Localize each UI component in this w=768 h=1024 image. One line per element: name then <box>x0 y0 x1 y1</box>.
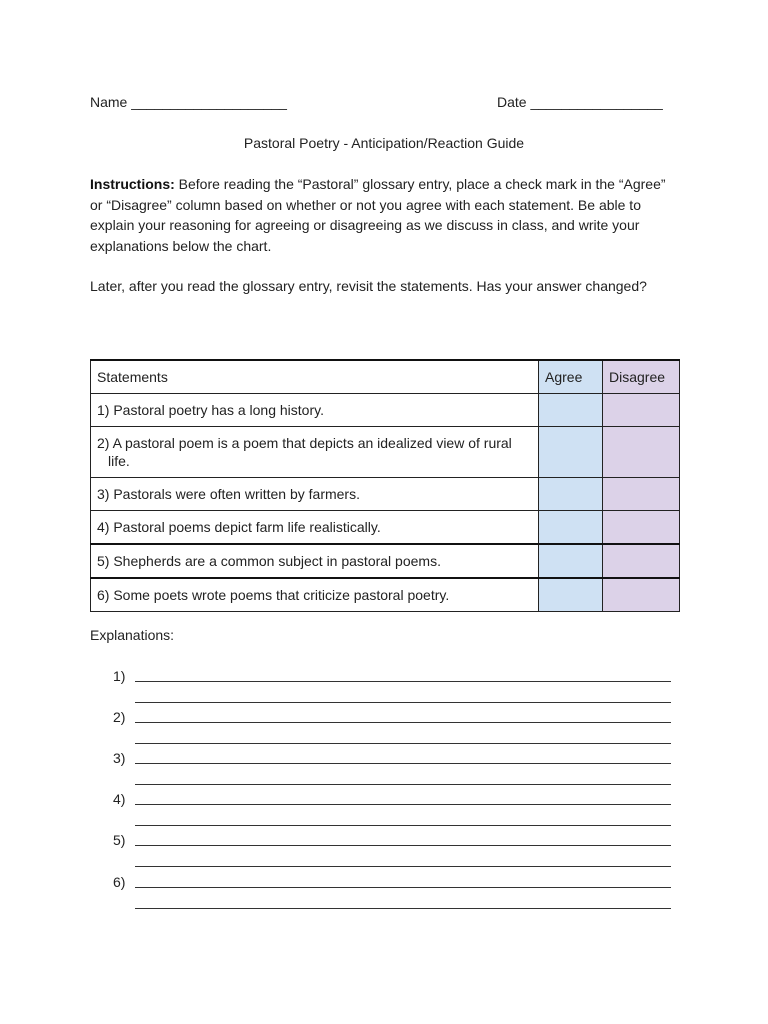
table-row <box>91 394 680 427</box>
disagree-checkbox-cell[interactable] <box>603 394 680 427</box>
statement-cell: 4) Pastoral poems depict farm life realistically. <box>91 511 539 545</box>
explanation-line[interactable] <box>135 866 671 867</box>
explanation-line[interactable] <box>135 908 671 909</box>
explanation-line[interactable] <box>135 784 671 785</box>
statement-text: 2) A pastoral poem is a poem that depicts an idealized view of rural life. <box>97 435 512 469</box>
explanation-number: 1) <box>113 668 126 684</box>
instructions-text: Before reading the “Pastoral” glossary entry, place a check mark in the “Agree” or “Disagree” column based on whether or not you agree with each statement. Be able to explain your reasoning for agreeing or disagreeing as we discuss in class, and write your explanations below the chart. <box>90 176 666 254</box>
explanation-line[interactable] <box>135 804 671 805</box>
statement-cell: 6) Some poets wrote poems that criticize pastoral poetry. <box>91 578 539 612</box>
page-title: Pastoral Poetry - Anticipation/Reaction Guide <box>243 135 525 151</box>
table-row <box>91 511 680 545</box>
explanation-line[interactable] <box>135 763 671 764</box>
agree-checkbox-cell[interactable] <box>539 394 603 427</box>
agree-checkbox-cell[interactable] <box>539 427 603 478</box>
explanation-number: 4) <box>113 791 126 807</box>
table-row <box>91 427 680 478</box>
explanation-number: 6) <box>113 874 126 890</box>
explanation-line[interactable] <box>135 845 671 846</box>
agree-checkbox-cell[interactable] <box>539 511 603 545</box>
header-statements: Statements <box>91 360 539 394</box>
disagree-checkbox-cell[interactable] <box>603 578 680 612</box>
statement-cell: 3) Pastorals were often written by farmers. <box>91 478 539 511</box>
agree-checkbox-cell[interactable] <box>539 578 603 612</box>
explanation-line[interactable] <box>135 887 671 888</box>
explanation-line[interactable] <box>135 681 671 682</box>
explanation-number: 5) <box>113 832 126 848</box>
explanation-number: 3) <box>113 750 126 766</box>
table-row <box>91 578 680 612</box>
disagree-checkbox-cell[interactable] <box>603 478 680 511</box>
later-paragraph: Later, after you read the glossary entry, revisit the statements. Has your answer changed? <box>90 278 647 294</box>
agree-checkbox-cell[interactable] <box>539 544 603 578</box>
instructions-heading: Instructions: <box>90 176 175 192</box>
table-header-row <box>91 360 680 394</box>
disagree-checkbox-cell[interactable] <box>603 544 680 578</box>
explanations-heading: Explanations: <box>90 627 175 643</box>
disagree-checkbox-cell[interactable] <box>603 427 680 478</box>
table-row <box>91 478 680 511</box>
statement-cell: 1) Pastoral poetry has a long history. <box>91 394 539 427</box>
header-agree: Agree <box>539 360 603 394</box>
date-field-label: Date _________________ <box>497 94 663 110</box>
statement-cell: 5) Shepherds are a common subject in pastoral poems. <box>91 544 539 578</box>
agree-checkbox-cell[interactable] <box>539 478 603 511</box>
instructions-paragraph <box>90 174 680 256</box>
disagree-checkbox-cell[interactable] <box>603 511 680 545</box>
name-field-label: Name ____________________ <box>90 94 287 110</box>
explanation-number: 2) <box>113 709 126 725</box>
explanation-line[interactable] <box>135 722 671 723</box>
explanation-line[interactable] <box>135 702 671 703</box>
explanation-line[interactable] <box>135 743 671 744</box>
explanation-line[interactable] <box>135 825 671 826</box>
table-row <box>91 544 680 578</box>
statement-cell <box>91 427 539 478</box>
anticipation-table <box>90 359 680 612</box>
header-disagree: Disagree <box>603 360 680 394</box>
